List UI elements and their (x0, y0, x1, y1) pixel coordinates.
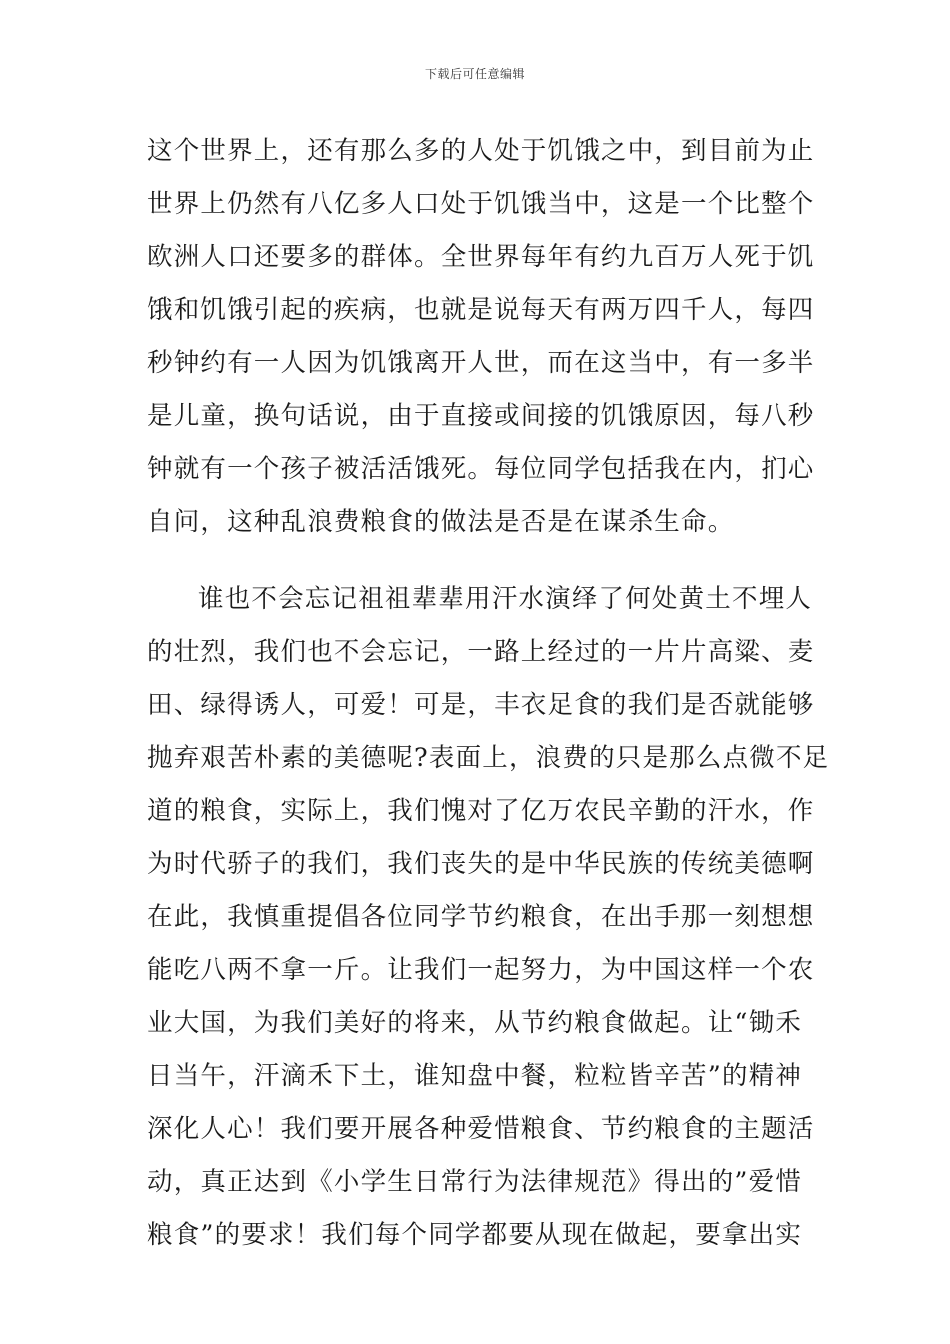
text-line: 道的粮食，实际上，我们愧对了亿万农民辛勤的汗水，作 (147, 796, 815, 826)
text-line: 世界上仍然有八亿多人口处于饥饿当中，这是一个比整个 (147, 189, 815, 219)
text-line: 的壮烈，我们也不会忘记，一路上经过的一片片高粱、麦 (147, 637, 815, 667)
text-line: 日当午，汗滴禾下土，谁知盘中餐，粒粒皆辛苦”的精神 (147, 1061, 803, 1091)
paragraph-save-food-appeal (147, 573, 830, 1262)
text-line: 自问，这种乱浪费粮食的做法是否是在谋杀生命。 (147, 507, 735, 537)
text-line: 动，真正达到《小学生日常行为法律规范》得出的”爱惜 (147, 1167, 803, 1197)
text-line: 这个世界上，还有那么多的人处于饥饿之中，到目前为止 (147, 136, 815, 166)
paragraph-hunger-statistics (147, 125, 815, 549)
text-line: 田、绿得诱人，可爱！可是，丰衣足食的我们是否就能够 (147, 690, 815, 720)
text-line: 谁也不会忘记祖祖辈辈用汗水演绎了何处黄土不埋人 (198, 584, 813, 614)
text-line: 抛弃艰苦朴素的美德呢?表面上，浪费的只是那么点微不足 (147, 743, 830, 773)
text-line: 为时代骄子的我们，我们丧失的是中华民族的传统美德啊 (147, 849, 815, 879)
text-line: 秒钟约有一人因为饥饿离开人世，而在这当中，有一多半 (147, 348, 815, 378)
text-line: 是儿童，换句话说，由于直接或间接的饥饿原因，每八秒 (147, 401, 815, 431)
text-line: 能吃八两不拿一斤。让我们一起努力，为中国这样一个农 (147, 955, 815, 985)
text-line: 在此，我慎重提倡各位同学节约粮食，在出手那一刻想想 (147, 902, 815, 932)
text-line: 饿和饥饿引起的疾病，也就是说每天有两万四千人，每四 (147, 295, 815, 325)
page-header-note: 下载后可任意编辑 (424, 67, 525, 81)
text-line: 欧洲人口还要多的群体。全世界每年有约九百万人死于饥 (147, 242, 815, 272)
text-line: 深化人心！我们要开展各种爱惜粮食、节约粮食的主题活 (147, 1114, 815, 1144)
text-line: 粮食”的要求！我们每个同学都要从现在做起，要拿出实 (147, 1220, 803, 1250)
text-line: 业大国，为我们美好的将来，从节约粮食做起。让“锄禾 (147, 1008, 803, 1038)
text-line: 钟就有一个孩子被活活饿死。每位同学包括我在内，扪心 (147, 454, 815, 484)
